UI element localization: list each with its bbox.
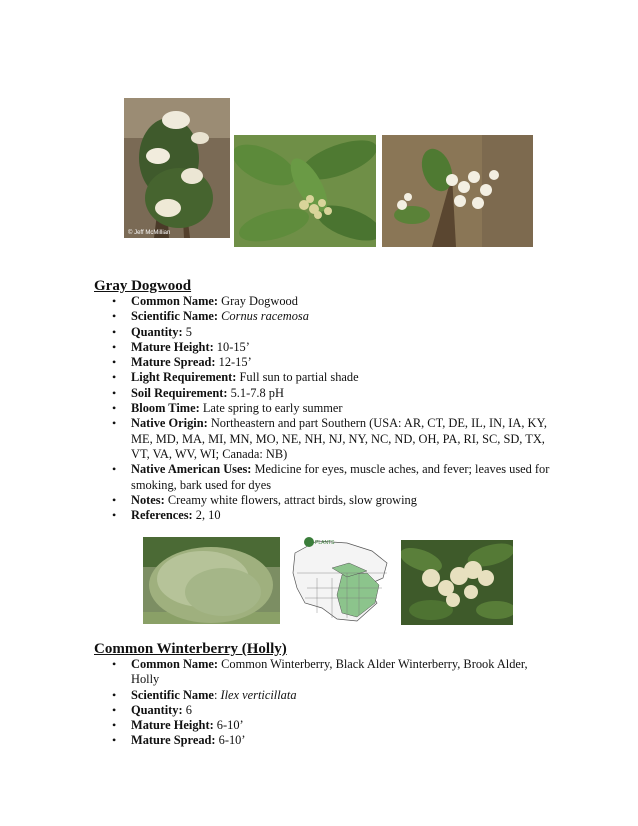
section-title-common-winterberry: Common Winterberry (Holly) <box>94 641 287 657</box>
attribute-item <box>108 401 558 416</box>
attribute-value: 5.1-7.8 pH <box>227 385 284 400</box>
attribute-value: Gray Dogwood <box>218 294 298 308</box>
bullet-icon: • <box>112 324 117 339</box>
attribute-value: Common Winterberry, Black Alder Winterberry, Brook Alder, Holly <box>131 657 528 687</box>
bullet-icon: • <box>112 339 117 354</box>
attribute-label: Soil Requirement: <box>131 385 228 400</box>
attribute-item <box>108 493 558 508</box>
common-winterberry-attribute-list <box>108 657 558 749</box>
attribute-value: 12-15’ <box>215 355 252 370</box>
attribute-value: 6-10’ <box>215 733 246 748</box>
attribute-item <box>108 309 558 324</box>
attribute-label: Mature Spread: <box>131 733 216 748</box>
attribute-value: Full sun to partial shade <box>236 370 359 385</box>
attribute-item <box>108 386 558 401</box>
bullet-icon: • <box>112 401 117 416</box>
bullet-icon: • <box>112 462 117 477</box>
attribute-label: Native Origin: <box>131 416 208 431</box>
attribute-value: 2, 10 <box>192 508 221 523</box>
attribute-item <box>108 355 558 370</box>
attribute-item <box>108 370 558 385</box>
attribute-item <box>108 508 558 523</box>
bullet-icon: • <box>112 718 117 733</box>
attribute-value-italic: Ilex verticillata <box>220 687 297 702</box>
bullet-icon: • <box>112 657 117 671</box>
bullet-icon: • <box>112 702 117 717</box>
attribute-label: Light Requirement: <box>131 370 237 385</box>
attribute-value: Cornus racemosa <box>218 309 309 324</box>
attribute-value: 10-15’ <box>213 339 250 354</box>
attribute-value: 6 <box>182 702 192 717</box>
bullet-icon: • <box>112 416 117 431</box>
attribute-label: Scientific Name <box>131 687 214 702</box>
attribute-item <box>108 718 558 733</box>
bullet-icon: • <box>112 733 117 748</box>
attribute-label: Common Name: <box>131 657 219 671</box>
bullet-icon: • <box>112 687 117 702</box>
attribute-label: Quantity: <box>131 702 183 717</box>
attribute-value: Northeastern and part Southern (USA: AR, CT, DE, IL, IN, IA, KY, ME, MD, MA, MI, MN, MO, NE, NH, NJ, NY, NC, ND, OH, PA, RI, SC, SD, TX, VT, VA, WV, WI; Canada: NB) <box>131 416 547 461</box>
section-title-gray-dogwood: Gray Dogwood <box>94 278 192 294</box>
photo-gray-dogwood-flowers <box>382 135 533 247</box>
attribute-item <box>108 462 558 493</box>
gray-dogwood-attribute-list <box>108 294 558 523</box>
attribute-value: 5 <box>182 324 192 339</box>
attribute-label: References: <box>131 508 193 523</box>
attribute-item <box>108 703 558 718</box>
attribute-label: Notes: <box>131 492 165 507</box>
attribute-item <box>108 688 558 703</box>
attribute-item <box>108 733 558 748</box>
bullet-icon: • <box>112 355 117 370</box>
bullet-icon: • <box>112 385 117 400</box>
attribute-label: Mature Height: <box>131 339 214 354</box>
attribute-item <box>108 657 558 688</box>
attribute-item <box>108 325 558 340</box>
attribute-label: Common Name: <box>131 294 219 308</box>
photo-watermark: © Jeff McMillian <box>128 230 171 236</box>
photo-gray-dogwood-berries <box>234 135 376 247</box>
map-logo: PLANTS <box>315 540 335 546</box>
bullet-icon: • <box>112 492 117 507</box>
attribute-label: Quantity: <box>131 324 183 339</box>
attribute-value: Medicine for eyes, muscle aches, and fever; leaves used for smoking, bark used for dyes <box>131 462 550 492</box>
attribute-value: 6-10’ <box>213 718 244 733</box>
bullet-icon: • <box>112 508 117 523</box>
attribute-label: Native American Uses: <box>131 462 252 477</box>
attribute-value: : <box>213 687 221 702</box>
attribute-item <box>108 340 558 355</box>
native-range-map <box>287 533 395 626</box>
photo-gray-dogwood-shrub <box>124 98 230 238</box>
attribute-value: Creamy white flowers, attract birds, slow growing <box>164 492 417 507</box>
bullet-icon: • <box>112 294 117 308</box>
bullet-icon: • <box>112 309 117 324</box>
photo-gray-dogwood-bloom-cluster <box>401 540 513 625</box>
attribute-label: Bloom Time: <box>131 401 200 416</box>
photo-gray-dogwood-bush <box>143 537 280 624</box>
attribute-label: Mature Spread: <box>131 355 216 370</box>
attribute-value: Late spring to early summer <box>199 401 343 416</box>
attribute-label: Mature Height: <box>131 718 214 733</box>
attribute-item <box>108 416 558 462</box>
attribute-label: Scientific Name: <box>131 309 219 324</box>
attribute-item <box>108 294 558 309</box>
bullet-icon: • <box>112 370 117 385</box>
